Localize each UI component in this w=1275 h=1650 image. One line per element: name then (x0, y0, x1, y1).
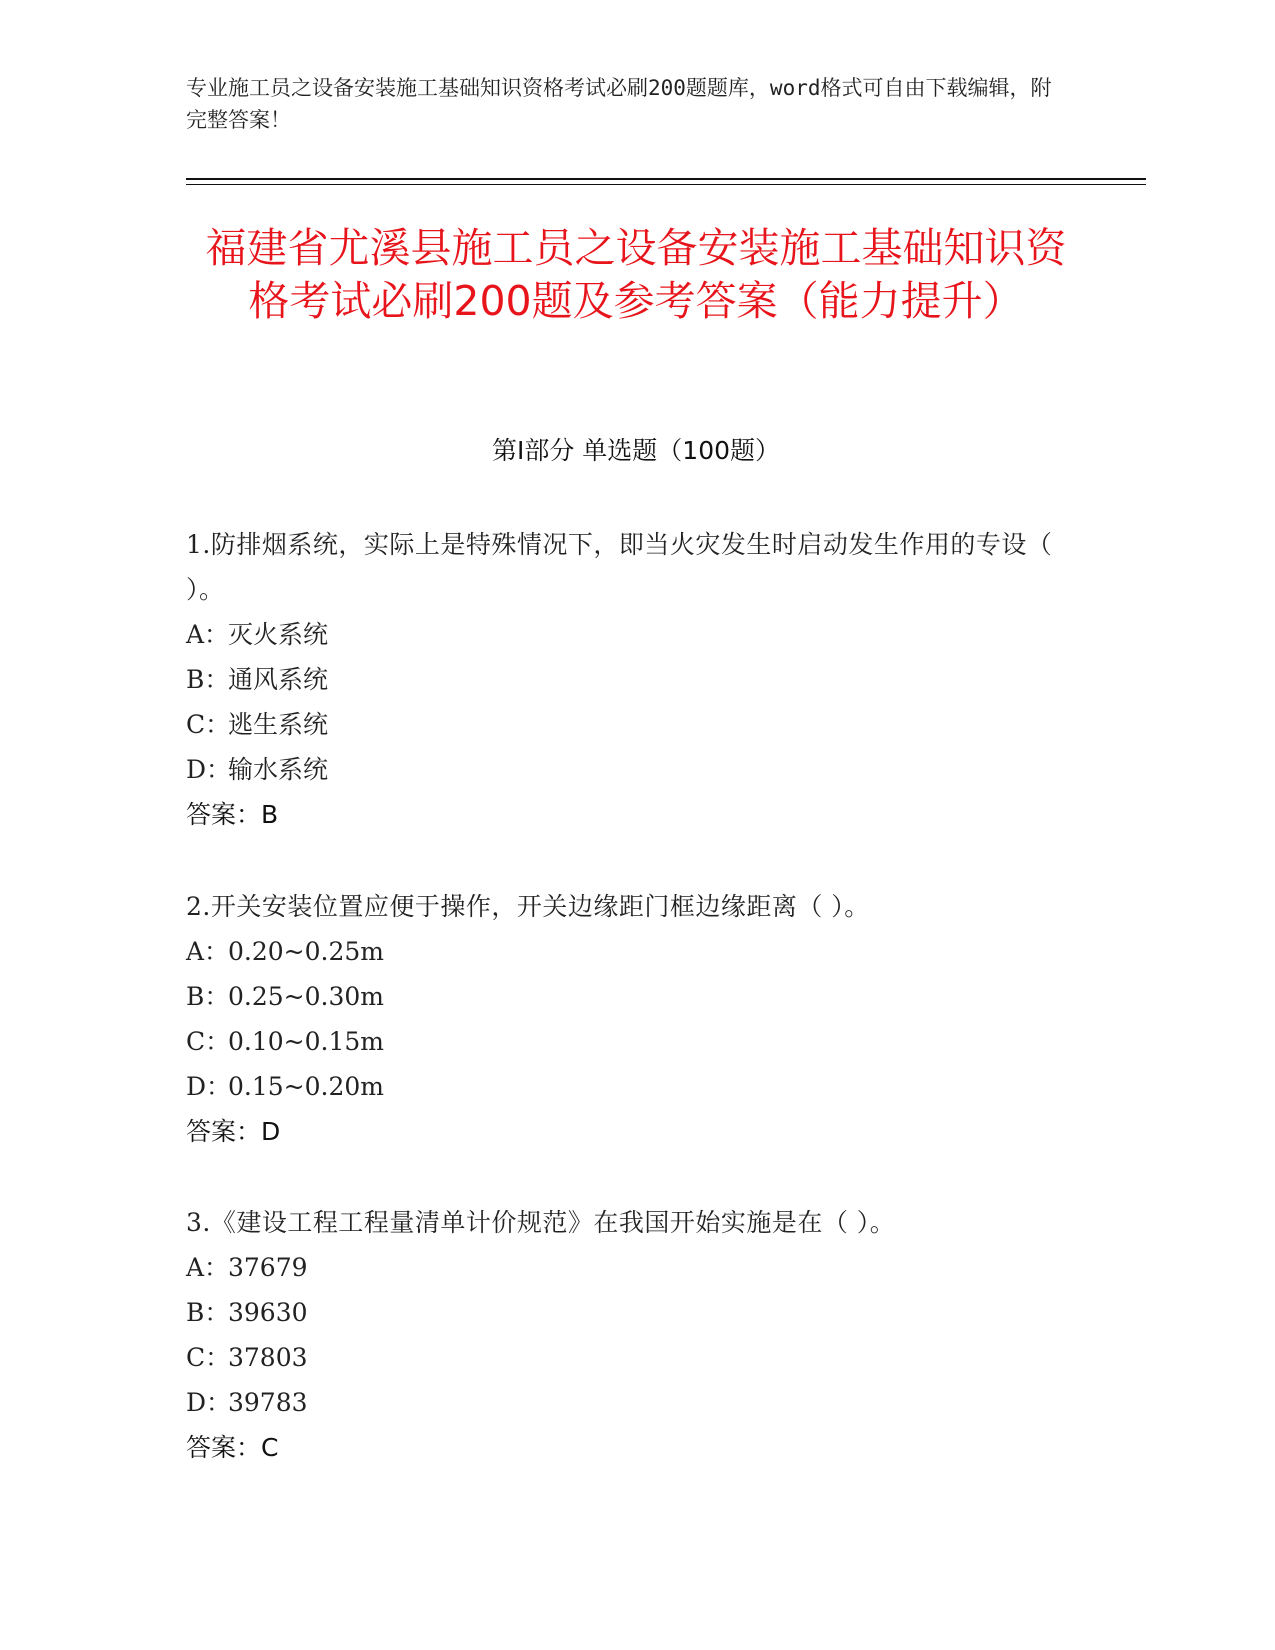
option-text: 输水系统 (228, 755, 329, 784)
option-d (186, 1380, 1066, 1425)
option-text: 37679 (228, 1253, 308, 1282)
option-key: A： (186, 1253, 230, 1282)
question-stem: 3.《建设工程工程量清单计价规范》在我国开始实施是在（ ）。 (186, 1208, 896, 1237)
header-divider-thin (186, 184, 1146, 185)
question-stem: 2.开关安装位置应便于操作，开关边缘距门框边缘距离（ ）。 (186, 892, 870, 921)
option-key: B： (186, 665, 230, 694)
option-text: 37803 (228, 1343, 308, 1372)
question-stem: 1.防排烟系统，实际上是特殊情况下，即当火灾发生时启动发生作用的专设（ ）。 (186, 530, 1053, 604)
option-key: A： (186, 937, 230, 966)
document-title: 福建省尤溪县施工员之设备安装施工基础知识资格考试必刷200题及参考答案（能力提升） (205, 224, 1067, 325)
question-2 (186, 884, 1066, 1154)
option-key: B： (186, 982, 230, 1011)
header-divider-thick (186, 178, 1146, 180)
header-note: 专业施工员之设备安装施工基础知识资格考试必刷200题题库，word格式可自由下载编辑，附完整答案！ (186, 76, 1052, 132)
option-key: C： (186, 1027, 231, 1056)
option-b (186, 974, 1066, 1019)
option-text: 逃生系统 (228, 710, 329, 739)
section-title: 第Ⅰ部分 单选题（100题） (491, 436, 781, 465)
option-c (186, 1019, 1066, 1064)
option-text: 灭火系统 (228, 620, 329, 649)
option-a (186, 1245, 1066, 1290)
option-text: 0.15~0.20m (228, 1072, 384, 1101)
option-key: D： (186, 1388, 232, 1417)
question-3 (186, 1200, 1066, 1470)
option-key: C： (186, 1343, 231, 1372)
option-a (186, 612, 1066, 657)
option-b (186, 1290, 1066, 1335)
option-key: C： (186, 710, 231, 739)
option-text: 39783 (228, 1388, 308, 1417)
option-text: 39630 (228, 1298, 308, 1327)
option-a (186, 929, 1066, 974)
option-b (186, 657, 1066, 702)
option-key: D： (186, 1072, 232, 1101)
answer: 答案：B (186, 800, 279, 829)
answer: 答案：D (186, 1117, 281, 1146)
option-d (186, 747, 1066, 792)
option-d (186, 1064, 1066, 1109)
option-text: 通风系统 (228, 665, 329, 694)
option-c (186, 702, 1066, 747)
option-c (186, 1335, 1066, 1380)
question-1 (186, 522, 1066, 837)
option-text: 0.20~0.25m (228, 937, 384, 966)
option-key: A： (186, 620, 230, 649)
option-key: D： (186, 755, 232, 784)
option-text: 0.25~0.30m (228, 982, 384, 1011)
option-text: 0.10~0.15m (228, 1027, 384, 1056)
answer: 答案：C (186, 1433, 279, 1462)
option-key: B： (186, 1298, 230, 1327)
